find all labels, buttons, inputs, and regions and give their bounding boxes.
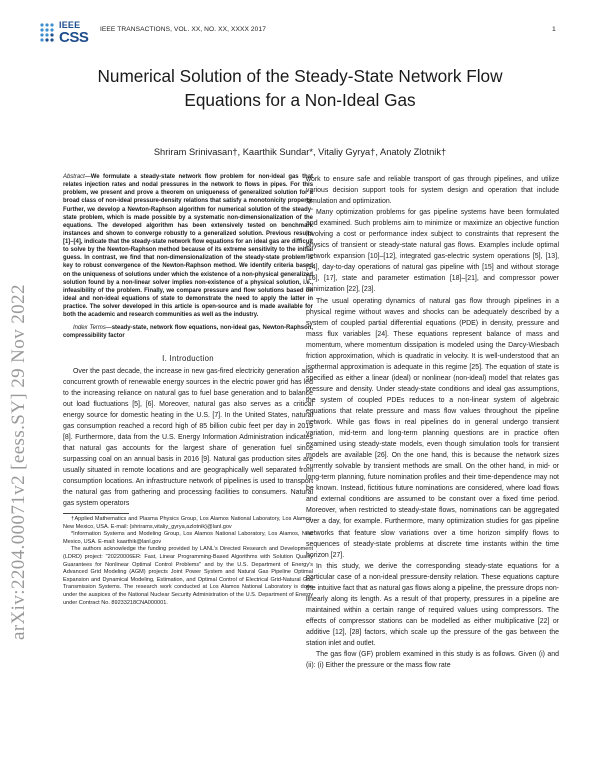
- index-terms-text: steady-state, network flow equations, non-ideal gas, Newton-Raphson, compressibility factor: [63, 325, 314, 340]
- index-terms: [63, 324, 313, 340]
- index-terms-lead: Index Terms—: [73, 325, 112, 332]
- intro-paragraph-4: In this study, we derive the corresponding steady-state equations for a particular case of a non-ideal pressure-density relation. These equations capture the intuitive fact that as natural gas flows along a pipeline, the pressure drops non-linearly along its length. As a result of that property, pressures in a pipeline are maintained within a certain range of required values using compressors. The effects of compressor stations can be modelled as either multiplicative [22] or additive [12], [28] factors, which scale up the pressure of the gas between the station inlet and outlet.: [306, 562, 559, 647]
- section-heading-introduction: I. Introduction: [162, 353, 214, 363]
- intro-paragraph-3: The usual operating dynamics of natural gas flow through pipelines in a physical regime without waves and shocks can be adequately described by a system of coupled partial differential equations (PDE) in density, pressure and mass flux variables [24]. These equations represent balance of mass and momentum, where momentum dissipation is modeled using the Darcy-Wiesbach friction approximation, which is quadratic in velocity. It is well-understood that an isothermal approximation is adequate in this regime [25]. The equation of state is specified as either a linear (ideal) or nonlinear (non-ideal) model that relates gas pressure and density. Under steady-state conditions and ideal gas assumptions, the system of coupled PDEs reduces to a non-linear system of algebraic equations that relate pressure and mass flow values throughout the pipeline network. While gas flows in real pipelines do in general undergo transient variation, mid-term and long-term planning questions are in practice often examined using steady-state models, even though simulation tools for transient models are available [26]. On the one hand, this is because the network sizes currently solvable by transient methods are small. On the other hand, in mid- or long-term planning, future nomination profiles and their time-dependence may not be known. Instead, fictitious future nominations are considered, where load flows and external conditions are assumed to be constant over a fixed time period. Moreover, when restricted to steady-state flows, nominations can be aggregated over a day, for example. Furthermore, many optimization studies for gas pipeline networks that feature slow variations over a time horizon simplify flows to sequences of steady-state problems at discrete time instants within the time horizon [27].: [306, 297, 559, 559]
- footnote-affiliation-2: *Information Systems and Modeling Group, Los Alamos National Laboratory, Los Alamos, New Mexico, USA. E-mail: kaarthik@lanl.gov: [63, 531, 313, 545]
- intro-paragraph-2: Many optimization problems for gas pipeline systems have been formulated and examined. Such problems aim to minimize or maximize an objective function involving a cost or performance index subject to constraints that represent the physics of transient or steady-state natural gas flows. Examples include optimal network expansion [10]–[12], integrated gas-electric system operations [5], [13], [14], day-to-day operations of natural gas pipeline with [15] and without storage [16], [17], state and parameter estimation [18]–[21], and compressor power minimization [22], [23].: [306, 209, 559, 294]
- footnote-funding: The authors acknowledge the funding provided by LANL's Directed Research and Development (LDRD) project: "20220006ER: Fast, Linear Programming-Based Algorithms with Solution Quality Guarantees for Nonlinear Optimal Control Problems" and by the U.S. Department of Energy's Advanced Grid Modeling (AGM) projects Joint Power System and Natural Gas Pipeline Optimal Expansion and Dynamical Modeling, Estimation, and Optimal Control of Electrical Grid-Natural Gas Transmission Systems. The research work conducted at Los Alamos National Laboratory is done under the auspices of the National Nuclear Security Administration of the U.S. Department of Energy under Contract No. 89233218CNA000001.: [63, 546, 313, 606]
- ieee-css-logo: [39, 20, 97, 48]
- abstract-lead: Abstract—: [63, 174, 91, 180]
- abstract: [63, 173, 313, 319]
- left-column: [63, 173, 313, 607]
- author-list: Shriram Srinivasan†, Kaarthik Sundar*, Vitaliy Gyrya†, Anatoly Zlotnik†: [153, 147, 447, 157]
- page-number: 1: [552, 26, 556, 33]
- title-line-2: Equations for a Non-Ideal Gas: [184, 90, 416, 110]
- intro-paragraph-1-continued: work to ensure safe and reliable transport of gas through pipelines, and utilize various decision support tools for system design and operation that include simulation and optimization.: [306, 176, 559, 206]
- intro-paragraph-5: The gas flow (GF) problem examined in this study is as follows. Given (i) and (ii): (i) Either the pressure or the mass flow rate: [306, 651, 559, 670]
- running-head: IEEE TRANSACTIONS, VOL. XX, NO. XX, XXXX 2017: [100, 26, 266, 33]
- footnote-divider: [63, 513, 129, 514]
- dots-logo-icon: [39, 22, 57, 46]
- right-column: [306, 174, 559, 671]
- intro-paragraph-1: Over the past decade, the increase in new gas-fired electricity generation and concurrent growth of renewable energy sources in the electric power grid has led to the increasing reliance on natural gas to fuel base generation and to balance out load fluctuations [5], [6]. Moreover, natural gas also serves as a critical energy source for domestic heating in the U.S. [7]. In the United States, natural gas consumption reached a record high of 85 billion cubic feet per day in 2019 [8]. Furthermore, data from the U.S. Energy Information Administration indicates that natural gas accounts for the largest share of generation fuel since surpassing coal on an annual basis in 2016 [9]. Natural gas production sites are usually situated in remote locations and are geographically well separated from consumption locations. An infrastructure network of pipelines is used to transport the natural gas from gathering and processing facilities to consumers. Natural gas system operators: [63, 367, 313, 508]
- paper-title: [40, 64, 560, 112]
- footnote-affiliation-1: †Applied Mathematics and Plasma Physics Group, Los Alamos National Laboratory, Los Alamos, New Mexico, USA. E-mail: {shrirams,vitaliy_gyrya,azlotnik}@lanl.gov: [63, 516, 313, 530]
- title-line-1: Numerical Solution of the Steady-State Network Flow: [97, 66, 503, 86]
- arxiv-stamp: arXiv:2204.00071v2 [eess.SY] 29 Nov 2022: [8, 284, 29, 640]
- logo-ieee-text: IEEE: [59, 20, 81, 30]
- logo-css-text: CSS: [59, 29, 89, 46]
- abstract-text: We formulate a steady-state network flow problem for non-ideal gas that relates injection rates and nodal pressures in the network to flows in pipes. For this problem, we present and prove a theorem on uniqueness of generalized solution for a broad class of non-ideal pressure-density relations that satisfy a monotonicity property. Further, we develop a Newton-Raphson algorithm for numerical solution of the steady-state problem, which is made possible by a systematic non-dimensionalization of the equations. The developed algorithm has been extensively tested on benchmark instances and shown to converge robustly to a generalized solution. Previous results [1]–[4], indicate that the steady-state network flow equations for an ideal gas are difficult to solve by the Newton-Raphson method because of its extreme sensitivity to the initial guess. In contrast, we find that non-dimensionalization of the steady-state problem is key to robust convergence of the Newton-Raphson method. We identify criteria based on the uniqueness of solutions under which the existence of a non-physical generalized solution found by a non-linear solver implies non-existence of a physical solution, i.e., infeasibility of the problem. Finally, we compare pressure and flow solutions based on ideal and non-ideal equations of state to demonstrate the need to apply the latter in practice. The solver developed in this article is open-source and is made available for both the academic and research communities as well as the industry.: [63, 174, 313, 319]
